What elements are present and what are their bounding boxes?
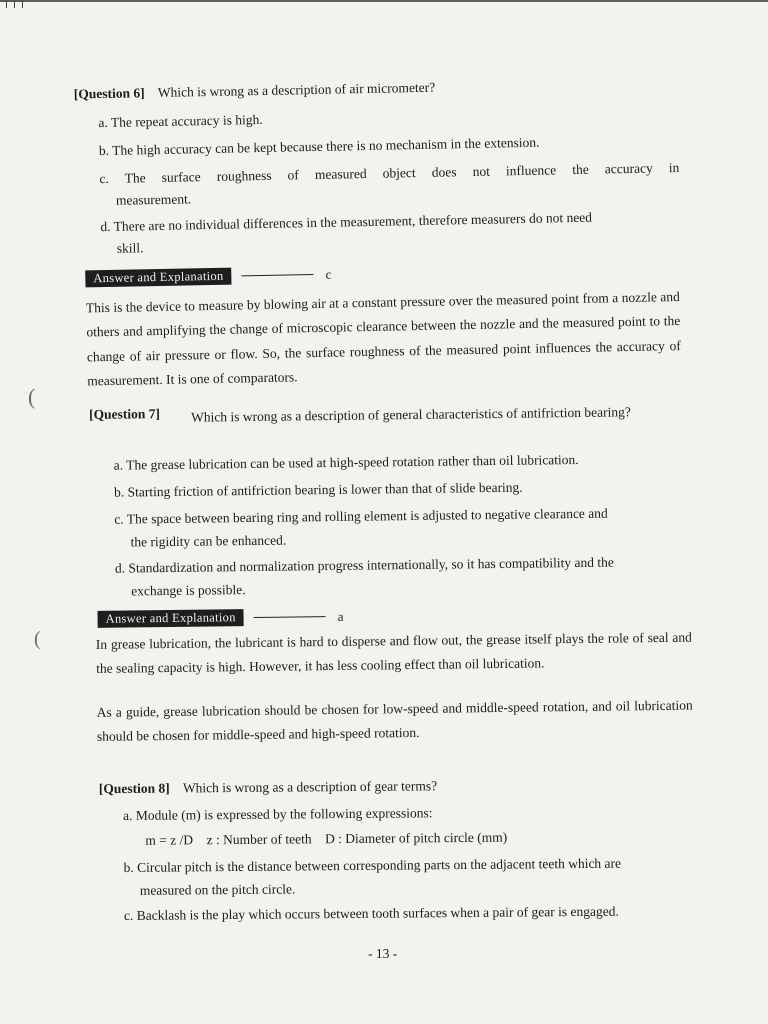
answer-tag: Answer and Explanation [97,609,243,628]
question-8-title [99,776,699,798]
answer-letter: a [337,608,344,624]
explanation: This is the device to measure by blowing air at a constant pressure over the measured point from a nozzle and others and amplifying the change of microscopic clearance between the nozzle and the measured point to the change of air pressure or flow. So, the surface roughness of the measured point influences the accuracy of measurement. It is one of comparators. [85,289,681,389]
option-a: a. The repeat accuracy is high. [98,111,263,131]
option-d-cont: skill. [116,240,144,256]
option-c: c. The surface roughness of measured object does not influence the accuracy in [99,159,680,187]
option-c-cont: the rigidity can be enhanced. [130,532,287,550]
option-b-cont: measured on the pitch circle. [139,881,296,898]
option-b: b. The high accuracy can be kept because there is no mechanism in the extension. [98,134,540,159]
question-6-text: Which is wrong as a description of air micrometer? [157,79,436,100]
hole-punch-mark: ( [28,384,36,409]
question-6-number: [Question 6] [73,85,145,102]
option-c: c. Backlash is the play which occurs between tooth surfaces when a pair of gear is engaged. [123,903,619,923]
answer-tag: Answer and Explanation [85,268,231,288]
option-b: b. Starting friction of antifriction bearing is lower than that of slide bearing. [113,479,523,500]
answer-letter: c [325,266,332,282]
option-c: c. The space between bearing ring and rolling element is adjusted to negative clearance and [114,505,608,527]
option-d: d. There are no individual differences in the measurement, therefore measurers do not need [100,209,593,235]
option-c-cont: measurement. [115,191,192,208]
option-a: a. The grease lubrication can be used at high-speed rotation rather than oil lubrication. [113,451,579,473]
option-b: b. Circular pitch is the distance between corresponding parts on the adjacent teeth which are [123,855,622,875]
hole-punch-mark: ( [34,628,41,650]
question-8-text: Which is wrong as a description of gear terms? [182,778,438,796]
question-7-number: [Question 7] [88,406,161,422]
question-8-number: [Question 8] [98,780,170,797]
question-7-text: Which is wrong as a description of general characteristics of antifriction bearing? [191,404,631,425]
module-formula: m = z /D z : Number of teeth D : Diameter of pitch circle (mm) [145,829,508,848]
option-d: d. Standardization and normalization progress internationally, so it has compatibility and the [114,554,614,576]
explanation-paragraph-1: In grease lubrication, the lubricant is hard to disperse and flow out, the grease itself plays the role of seal and the sealing capacity is high. However, it has less cooling effect than oil lubrication. [95,629,692,677]
explanation-paragraph-2: As a guide, grease lubrication should be chosen for low-speed and middle-speed rotation, and oil lubrication should be chosen for middle-speed and high-speed rotation. [96,697,693,745]
page-number: - 13 - [368,946,398,961]
option-d-cont: exchange is possible. [131,582,246,599]
option-a: a. Module (m) is expressed by the following expressions: [123,805,433,823]
